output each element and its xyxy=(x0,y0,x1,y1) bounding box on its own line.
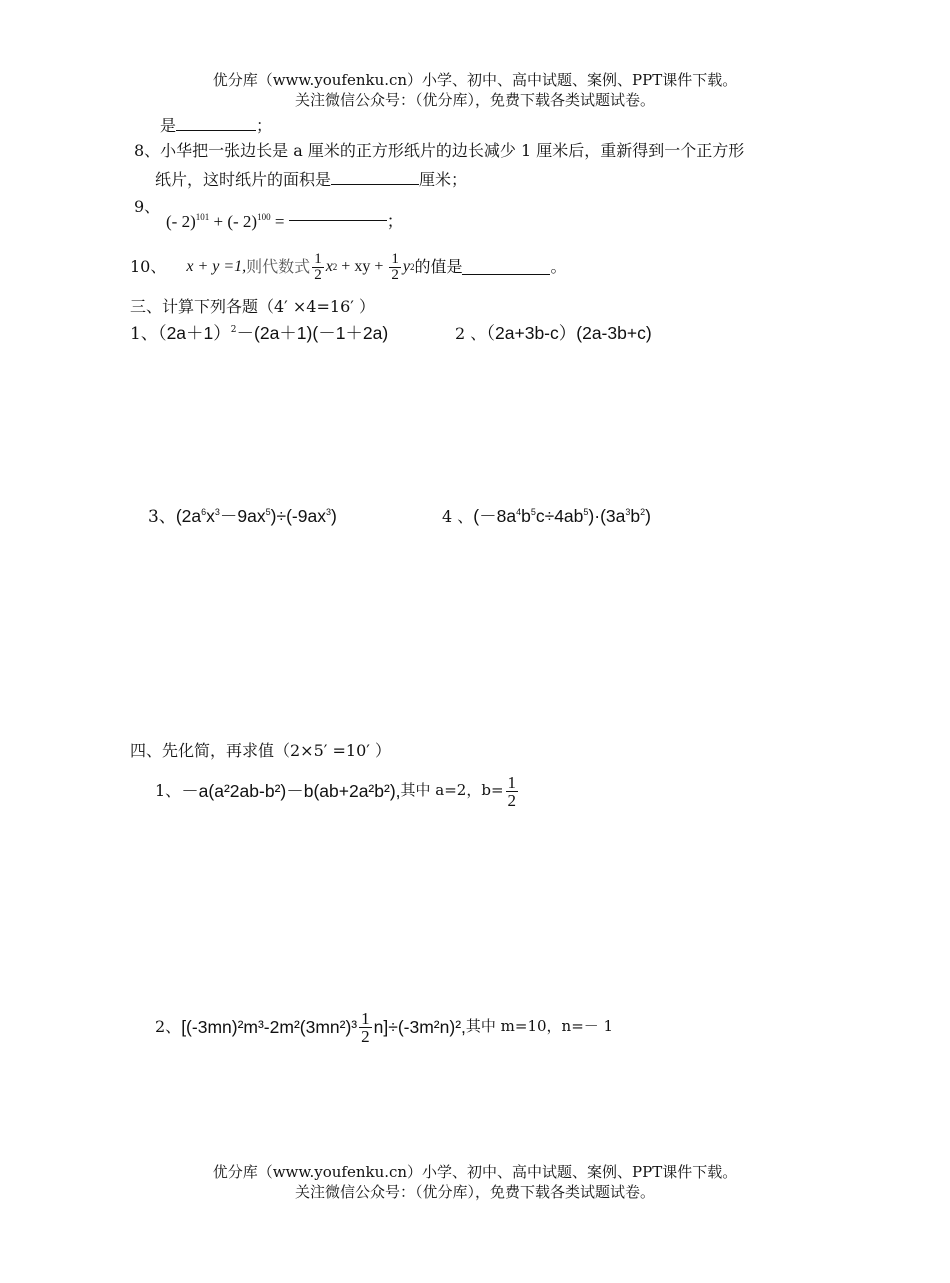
q10-fraction-1 xyxy=(312,252,324,283)
s3-p2-expr: （2a+3b-c）(2a-3b+c) xyxy=(486,323,652,343)
fraction-numerator: 1 xyxy=(314,250,322,267)
q7-answer-blank xyxy=(176,116,256,131)
s3-p1-expr-a: （2a＋1） xyxy=(157,323,231,343)
s3-p3-exp: 3 xyxy=(214,507,220,517)
q10-middle: + xy + xyxy=(337,257,388,275)
q9-answer-blank xyxy=(289,206,387,221)
s3-p3-part: )÷(-9ax xyxy=(270,506,326,526)
q9-number: 9、 xyxy=(134,197,161,216)
q10-fraction-2 xyxy=(389,252,401,283)
s3-p3-part: －9ax xyxy=(219,506,266,526)
q10-tail: 的值是 xyxy=(414,256,463,276)
q9-end: ； xyxy=(386,212,404,231)
fraction-numerator: 1 xyxy=(507,772,517,792)
s3-p4-expr xyxy=(473,506,651,526)
s3-p4-number: 4 、 xyxy=(442,507,474,526)
s4-p1-condition: 其中 a=2，b= xyxy=(400,781,504,800)
q9-base-2: (- 2) xyxy=(227,212,258,231)
s3-p4-exp: 2 xyxy=(640,507,646,517)
q10-term-1: x xyxy=(325,257,333,275)
s3-p3-part: ) xyxy=(330,506,337,526)
s3-p4-part: c÷4ab xyxy=(535,506,584,526)
q10-number: 10、 xyxy=(130,256,167,276)
page-header-line2: 关注微信公众号：（优分库），免费下载各类试题试卷。 xyxy=(294,91,655,109)
s3-problem-4 xyxy=(442,506,651,526)
s4-p1-expr: －a(a²2ab-b²)－b(ab+2a²b²), xyxy=(181,780,401,801)
fraction-denominator: 2 xyxy=(391,266,399,283)
s3-problem-3 xyxy=(148,506,337,528)
s3-p4-part: ) xyxy=(645,506,651,526)
q8-answer-blank xyxy=(331,170,419,185)
fraction-denominator: 2 xyxy=(361,1026,370,1046)
q9-plus: + xyxy=(209,212,228,231)
s3-p1-expr-b: －(2a＋1)(－1＋2a) xyxy=(236,323,389,343)
page-footer-line2: 关注微信公众号：（优分库），免费下载各类试题试卷。 xyxy=(294,1183,655,1201)
q10-answer-blank xyxy=(462,260,550,275)
s3-problem-1 xyxy=(130,323,388,345)
q7-tail-suffix: ； xyxy=(256,116,273,135)
s3-p3-part: x xyxy=(206,506,215,526)
s3-p3-exp: 5 xyxy=(265,507,271,517)
q8-line2-suffix: 厘米； xyxy=(419,170,468,189)
fraction-numerator: 1 xyxy=(361,1008,370,1028)
s3-p4-exp: 3 xyxy=(625,507,631,517)
s3-p3-exp: 6 xyxy=(201,507,207,517)
s4-problem-2 xyxy=(155,1002,613,1052)
s3-p3-number: 3、 xyxy=(148,507,176,527)
s3-p4-part: b xyxy=(521,506,531,526)
q9-expression xyxy=(166,206,404,232)
s3-p4-part: b xyxy=(630,506,641,526)
q9-exponent-1: 101 xyxy=(195,212,210,222)
q10-text: 则代数式 xyxy=(246,256,311,276)
s3-p4-exp: 4 xyxy=(516,507,522,517)
q9-equals: = xyxy=(270,212,289,231)
s4-p2-number: 2、 xyxy=(155,1016,182,1036)
q7-tail xyxy=(160,116,272,135)
s4-problem-1 xyxy=(155,766,520,816)
q8-line2 xyxy=(155,170,467,189)
fraction-denominator: 2 xyxy=(507,790,517,810)
s3-p3-expr xyxy=(176,506,337,526)
s3-p3-part: (2a xyxy=(175,506,202,526)
s3-p4-part: (－8a xyxy=(473,506,517,526)
s3-p4-part: )·(3a xyxy=(588,506,626,526)
s3-p1-number: 1、 xyxy=(130,324,158,344)
q9-base-1: (- 2) xyxy=(166,212,196,231)
s3-p4-exp: 5 xyxy=(583,507,589,517)
fraction-denominator: 2 xyxy=(314,266,322,283)
s3-p1-exponent: 2 xyxy=(230,325,237,335)
q10-end: 。 xyxy=(550,256,567,276)
s4-p1-number: 1、 xyxy=(155,780,182,800)
page-footer-line1: 优分库（www.youfenku.cn）小学、初中、高中试题、案例、PPT课件下载。 xyxy=(212,1163,738,1181)
q10-term-2: y xyxy=(402,257,410,275)
s3-p2-number: 2 、 xyxy=(455,324,487,343)
q8-line1: 8、小华把一张边长是 a 厘米的正方形纸片的边长减少 1 厘米后，重新得到一个正方形 xyxy=(134,141,745,160)
s4-p1-fraction xyxy=(506,774,519,809)
q9-exponent-2: 100 xyxy=(257,212,271,222)
q10-condition: x + y =1, xyxy=(186,257,247,275)
fraction-numerator: 1 xyxy=(391,250,399,267)
q10-line: 10、 x + y =1, 则代数式 $\frac{1}{2}$ x 2 + xy + $\frac{1}{2}$ y 2 的值是 。 xyxy=(130,250,567,283)
s3-p3-exp: 3 xyxy=(325,507,331,517)
s4-p2-expr-a: [(-3mn)²m³-2m²(3mn²)³ xyxy=(181,1016,358,1037)
section4-title: 四、先化简，再求值（2×5′ =10′ ） xyxy=(130,741,391,760)
s3-p4-exp: 5 xyxy=(530,507,536,517)
s4-p2-fraction xyxy=(359,1010,372,1045)
section3-title: 三、计算下列各题（4′ ×4=16′ ） xyxy=(130,297,375,316)
s4-p2-condition: 其中 m=10，n=－ 1 xyxy=(465,1017,614,1036)
s3-problem-2 xyxy=(455,323,652,343)
q8-line2-prefix: 纸片，这时纸片的面积是 xyxy=(155,170,332,189)
s4-p2-expr-b: n]÷(-3m²n)², xyxy=(373,1016,466,1037)
q7-tail-prefix: 是 xyxy=(160,116,177,135)
page-header-line1: 优分库（www.youfenku.cn）小学、初中、高中试题、案例、PPT课件下载。 xyxy=(212,71,738,89)
